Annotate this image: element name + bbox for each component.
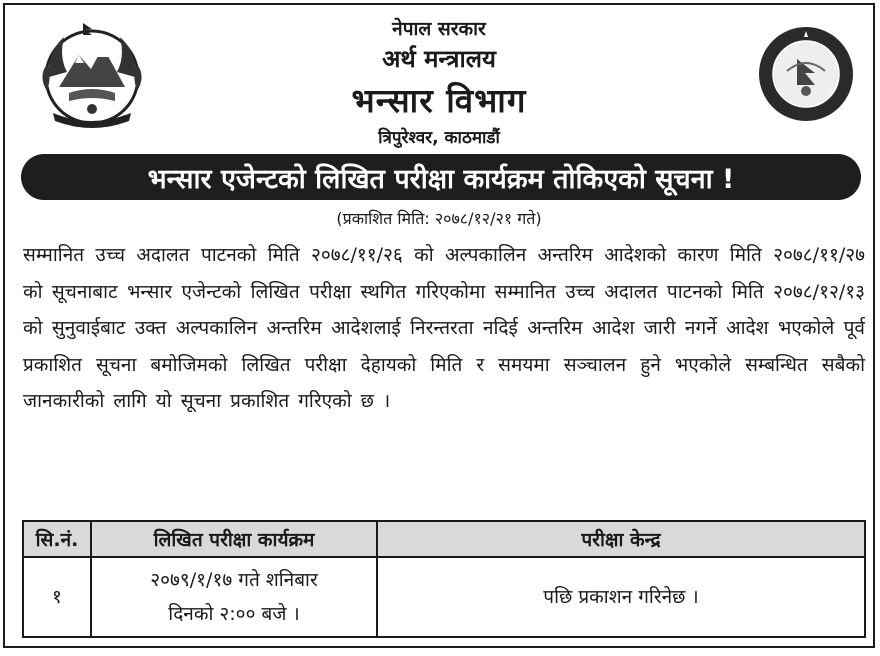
government-name: नेपाल सरकार	[392, 18, 486, 40]
ministry-name: अर्थ मन्त्रालय	[382, 45, 496, 73]
header-exam-center: परीक्षा केन्द्र	[377, 521, 865, 557]
department-address: त्रिपुरेश्वर, काठमाडौं	[378, 128, 500, 148]
row-serial-number: १	[23, 557, 91, 637]
notice-page	[3, 3, 875, 648]
header-serial-number: सि.नं.	[23, 521, 91, 557]
notice-body: सम्मानित उच्च अदालत पाटनको मिति २०७८/११/२६ को अल्पकालिन अन्तरिम आदेशको कारण मिति २०७८/११/२७ को सूचनाबाट भन्सार एजेन्टको लिखित परीक्षा स्थगित गरिएकोमा सम्मानित उच्च अदालत पाटनको मिति २०७८/१२/१३ को सुनुवाईबाट उक्त अल्पकालिन अन्तरिम आदेशलाई निरन्तरता नदिई अन्तरिम आदेश जारी नगर्ने आदेश भएकोले पूर्व प्रकाशित सूचना बमोजिमको लिखित परीक्षा देहायको मिति र समयमा सञ्चालन हुने भएकोले सम्बन्धित सबैको जानकारीको लागि यो सूचना प्रकाशित गरिएको छ ।	[23, 244, 865, 413]
table-header-row	[23, 521, 865, 557]
notice-title: भन्सार एजेन्टको लिखित परीक्षा कार्यक्रम तोकिएको सूचना !	[147, 163, 735, 195]
exam-schedule-table	[22, 520, 866, 638]
row-exam-center: पछि प्रकाशन गरिनेछ ।	[377, 557, 865, 637]
table-row	[23, 557, 865, 637]
exam-date-text: २०७९/१/१७ गते शनिबार	[150, 569, 318, 591]
row-exam-program	[91, 557, 377, 637]
published-date: (प्रकाशित मिति: २०७८/१२/२१ गते)	[336, 209, 542, 228]
department-name: भन्सार विभाग	[351, 81, 527, 120]
notice-title-banner	[21, 154, 861, 200]
header-written-exam-program: लिखित परीक्षा कार्यक्रम	[91, 521, 377, 557]
exam-time-text: दिनको २:०० बजे ।	[168, 603, 300, 625]
